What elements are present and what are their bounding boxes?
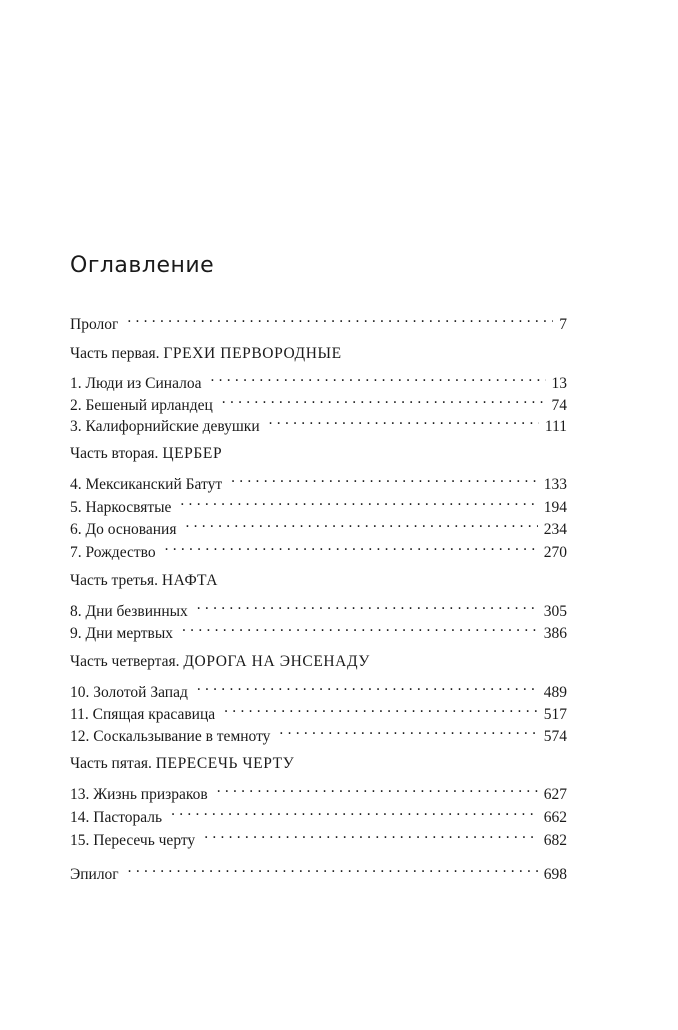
page-number: 698 xyxy=(543,866,567,883)
dot-leader xyxy=(128,857,538,879)
page-number: 517 xyxy=(543,706,567,723)
part-prefix: Часть третья. xyxy=(70,572,158,589)
dot-leader xyxy=(204,823,538,845)
entry-label: 5. Наркосвятые xyxy=(70,499,172,516)
dot-leader xyxy=(224,697,538,719)
page-number: 234 xyxy=(543,521,567,538)
page-number: 305 xyxy=(543,603,567,620)
dot-leader xyxy=(182,616,538,638)
entry-label: 13. Жизнь призраков xyxy=(70,786,208,803)
dot-leader xyxy=(217,777,538,799)
entry-label: 1. Люди из Синалоа xyxy=(70,375,202,392)
part-title: НАФТА xyxy=(161,572,219,589)
page-number: 13 xyxy=(551,375,567,392)
page-number: 111 xyxy=(544,418,567,435)
entry-label: 9. Дни мертвых xyxy=(70,625,174,642)
toc-entry-chapter-14[interactable] xyxy=(70,800,567,826)
entry-label: Пролог xyxy=(70,316,119,333)
page-number: 489 xyxy=(543,684,567,701)
toc-entry-chapter-12[interactable] xyxy=(70,719,567,745)
toc-entry-chapter-4[interactable] xyxy=(70,467,567,493)
toc-entry-chapter-2[interactable] xyxy=(70,388,567,414)
entry-label: 3. Калифорнийские девушки xyxy=(70,418,260,435)
entry-label: 2. Бешеный ирландец xyxy=(70,397,213,414)
page-number: 7 xyxy=(559,316,567,333)
toc-entry-chapter-3[interactable] xyxy=(70,409,567,435)
dot-leader xyxy=(222,388,546,410)
dot-leader xyxy=(171,800,538,822)
page-number: 133 xyxy=(543,476,567,493)
part-title: ДОРОГА НА ЭНСЕНАДУ xyxy=(183,653,370,670)
entry-label: 14. Пастораль xyxy=(70,809,163,826)
part-title: ПЕРЕСЕЧЬ ЧЕРТУ xyxy=(155,755,295,772)
dot-leader xyxy=(231,467,538,489)
dot-leader xyxy=(127,307,553,329)
page-number: 574 xyxy=(543,728,567,745)
toc-entry-chapter-10[interactable] xyxy=(70,675,567,701)
dot-leader xyxy=(269,409,539,431)
page-number: 682 xyxy=(543,832,567,849)
dot-leader xyxy=(279,719,537,741)
part-prefix: Часть первая. xyxy=(70,345,160,362)
part-title: ЦЕРБЕР xyxy=(162,445,223,462)
page-number: 270 xyxy=(543,544,567,561)
entry-label: 12. Соскальзывание в темноту xyxy=(70,728,271,745)
table-of-contents xyxy=(70,0,567,1030)
entry-label: 6. До основания xyxy=(70,521,177,538)
dot-leader xyxy=(185,512,537,534)
part-heading-1[interactable] xyxy=(70,343,342,365)
part-prefix: Часть вторая. xyxy=(70,445,159,462)
toc-entry-chapter-8[interactable] xyxy=(70,594,567,620)
toc-entry-chapter-13[interactable] xyxy=(70,777,567,803)
dot-leader xyxy=(210,366,545,388)
toc-entry-chapter-7[interactable] xyxy=(70,535,567,561)
page-number: 627 xyxy=(543,786,567,803)
toc-entry-chapter-1[interactable] xyxy=(70,366,567,392)
page-number: 74 xyxy=(551,397,567,414)
part-heading-2[interactable] xyxy=(70,443,222,465)
entry-label: 11. Спящая красавица xyxy=(70,706,216,723)
page-number: 194 xyxy=(543,499,567,516)
part-prefix: Часть четвертая. xyxy=(70,653,180,670)
part-prefix: Часть пятая. xyxy=(70,755,152,772)
toc-entry-chapter-11[interactable] xyxy=(70,697,567,723)
dot-leader xyxy=(197,675,538,697)
part-heading-3[interactable] xyxy=(70,570,218,592)
page-number: 386 xyxy=(543,625,567,642)
page-number: 662 xyxy=(543,809,567,826)
part-heading-5[interactable] xyxy=(70,753,294,775)
part-title: ГРЕХИ ПЕРВОРОДНЫЕ xyxy=(163,345,342,362)
page-title: Оглавление xyxy=(70,253,215,278)
toc-entry-chapter-9[interactable] xyxy=(70,616,567,642)
toc-entry-epilogue[interactable] xyxy=(70,857,567,883)
toc-entry-chapter-5[interactable] xyxy=(70,490,567,516)
toc-entry-chapter-15[interactable] xyxy=(70,823,567,849)
part-heading-4[interactable] xyxy=(70,651,370,673)
entry-label: 7. Рождество xyxy=(70,544,156,561)
dot-leader xyxy=(180,490,537,512)
entry-label: 4. Мексиканский Батут xyxy=(70,476,223,493)
entry-label: 10. Золотой Запад xyxy=(70,684,188,701)
dot-leader xyxy=(197,594,538,616)
toc-entry-chapter-6[interactable] xyxy=(70,512,567,538)
entry-label: Эпилог xyxy=(70,866,119,883)
dot-leader xyxy=(165,535,538,557)
entry-label: 15. Пересечь черту xyxy=(70,832,196,849)
entry-label: 8. Дни безвинных xyxy=(70,603,188,620)
toc-entry-prologue[interactable] xyxy=(70,307,567,333)
